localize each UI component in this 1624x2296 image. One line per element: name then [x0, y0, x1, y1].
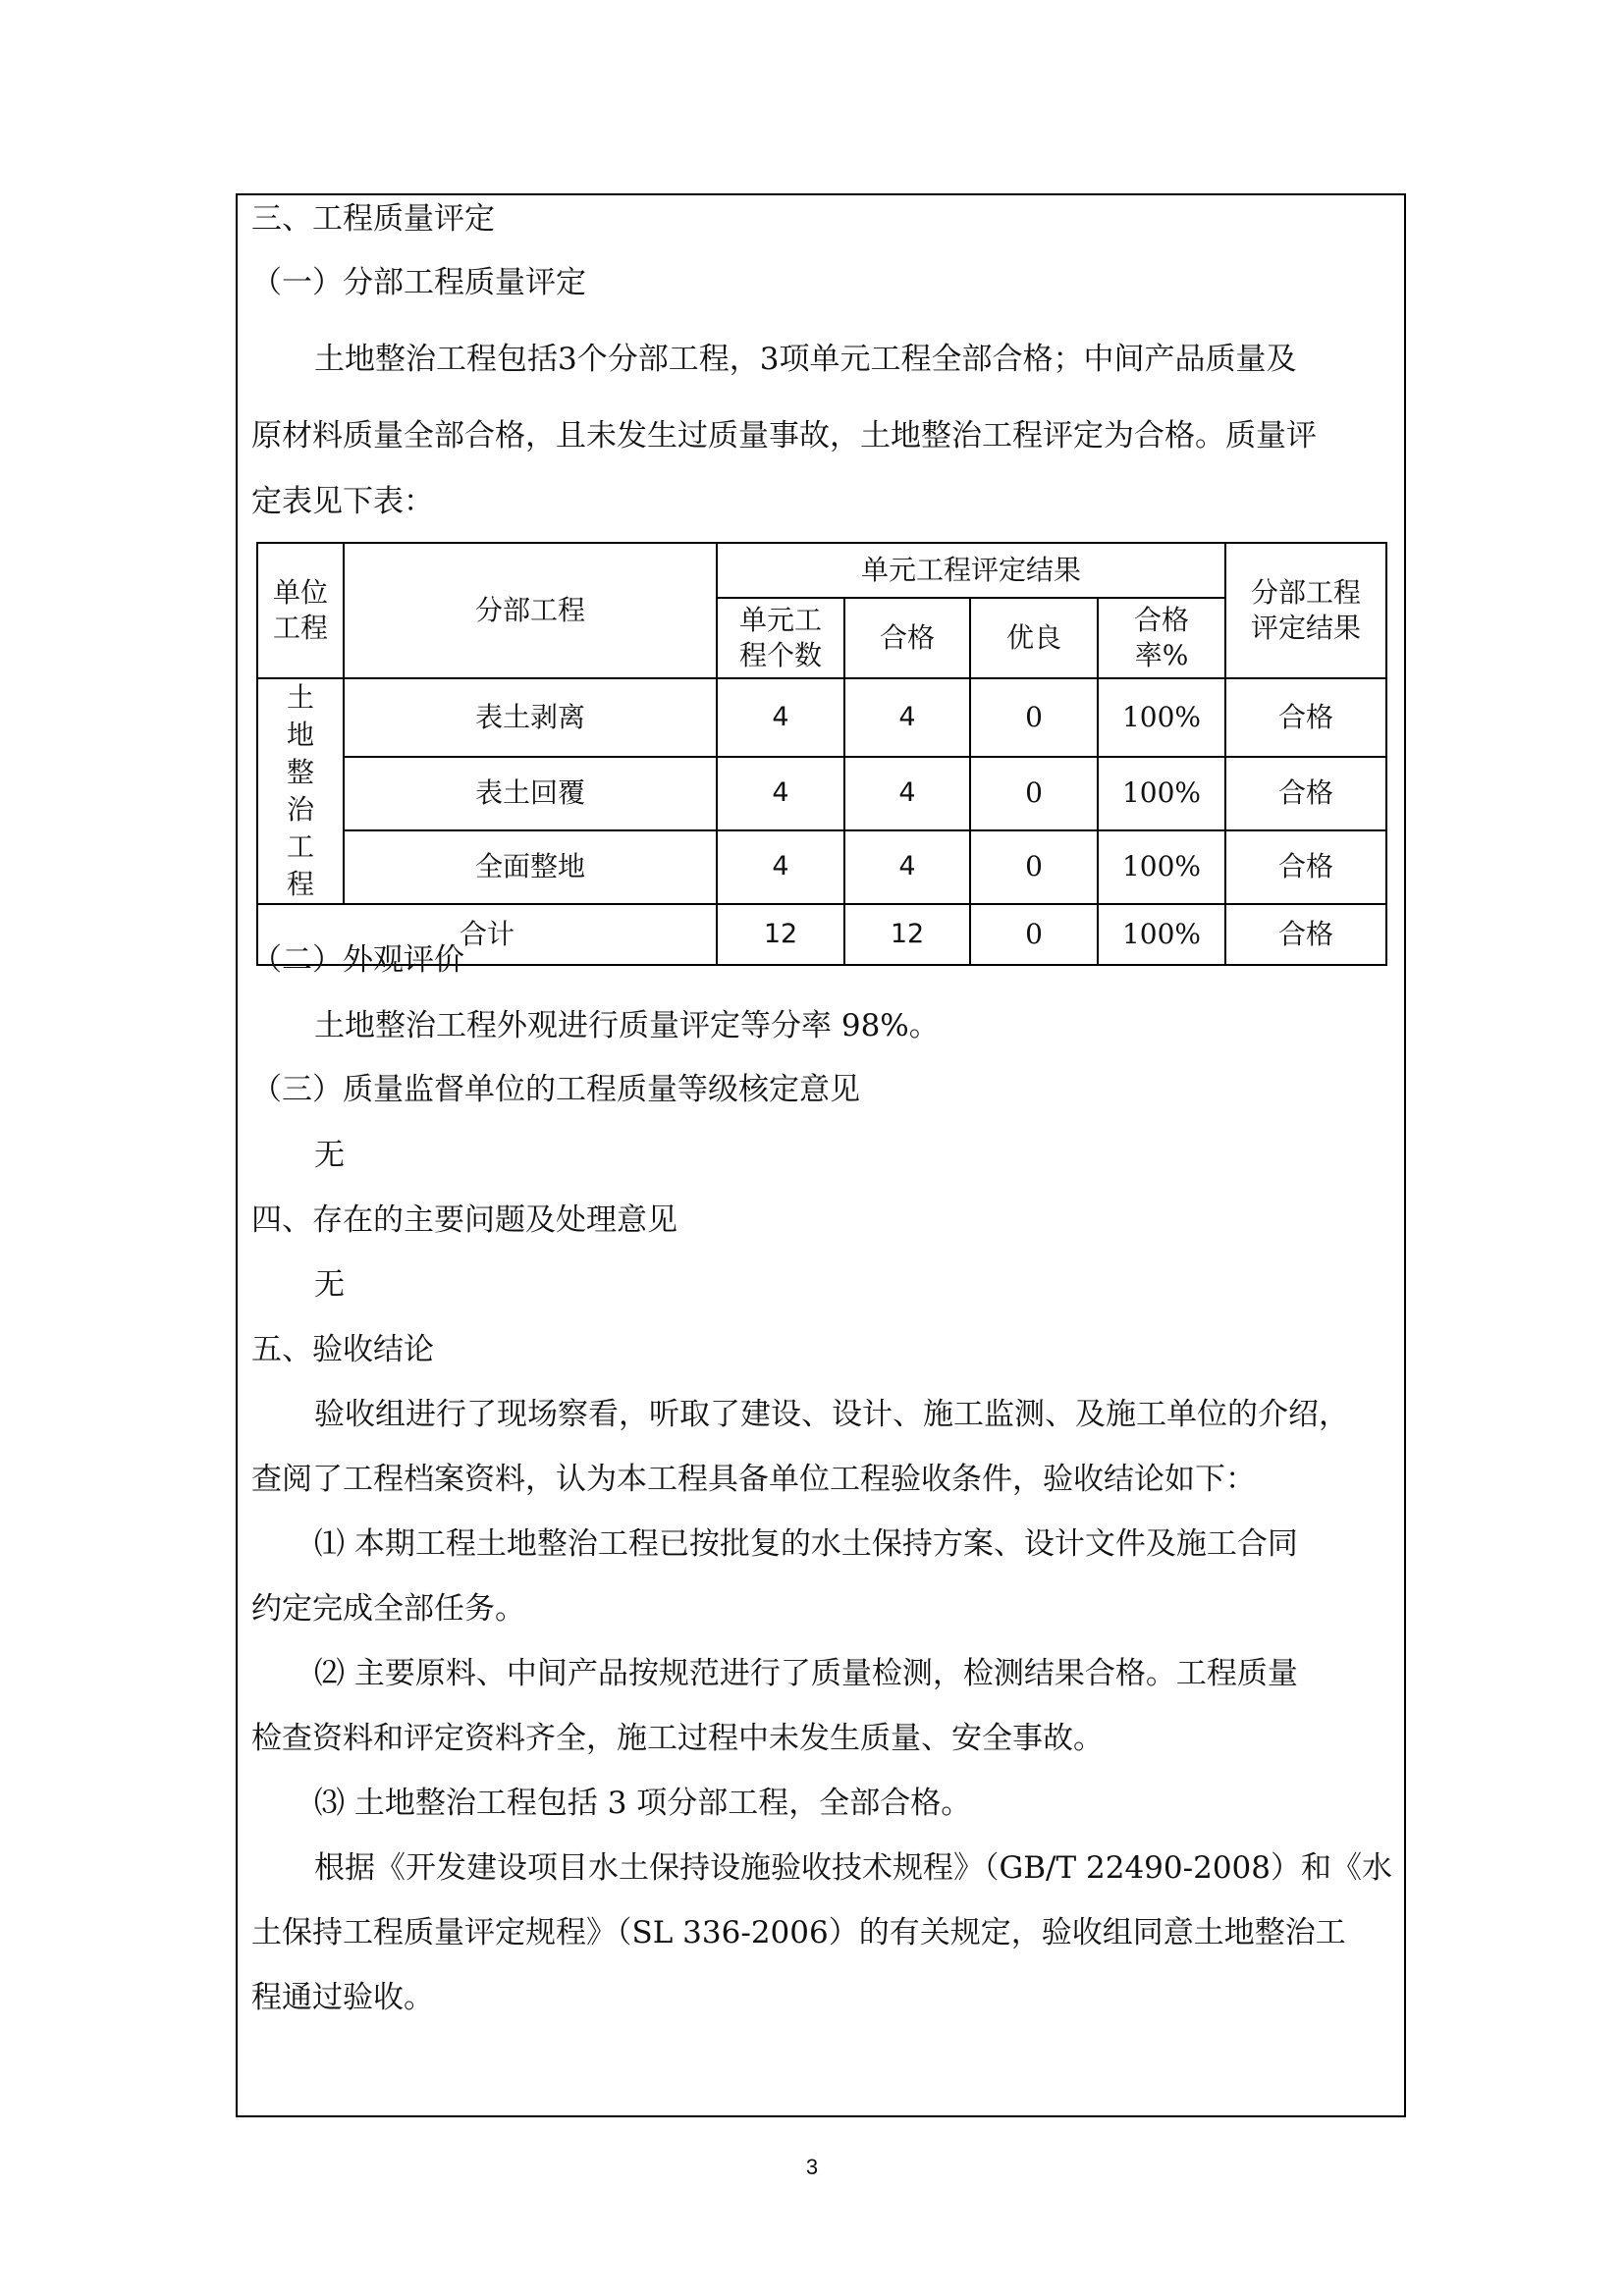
conclusion-line-1: 根据《开发建设项目水土保持设施验收技术规程》（GB/T 22490-2008）和《水: [314, 1850, 1392, 1886]
header-rate: 合格率%: [1098, 598, 1225, 678]
item2-line-2: 检查资料和评定资料齐全，施工过程中未发生质量、安全事故。: [251, 1721, 1104, 1756]
sub2-heading: （二）外观评价: [251, 942, 464, 978]
result-cell: 合格: [1225, 678, 1386, 757]
total-result-cell: 合格: [1225, 904, 1386, 965]
table-row: [257, 830, 1386, 904]
header-unit-project: 单位工程: [257, 543, 344, 678]
table-row: [257, 678, 1386, 757]
item1-line-2: 约定完成全部任务。: [251, 1591, 525, 1627]
excellent-cell: 0: [970, 757, 1098, 830]
sub1-para-line-1: 土地整治工程包括3个分部工程，3项单元工程全部合格；中间产品质量及: [314, 342, 1297, 377]
section5-intro-line-1: 验收组进行了现场察看，听取了建设、设计、施工监测、及施工单位的介绍，: [314, 1397, 1349, 1432]
result-cell: 合格: [1225, 757, 1386, 830]
section5-heading: 五、验收结论: [251, 1332, 434, 1367]
division-cell: 全面整地: [344, 830, 717, 904]
qualified-cell: 4: [844, 757, 970, 830]
rate-cell: 100%: [1098, 830, 1225, 904]
excellent-cell: 0: [970, 678, 1098, 757]
total-rate-cell: 100%: [1098, 904, 1225, 965]
sub3-text: 无: [314, 1138, 345, 1173]
sub1-para-line-2: 原材料质量全部合格，且未发生过质量事故，土地整治工程评定为合格。质量评: [251, 418, 1317, 454]
table-header-row: [257, 543, 1386, 598]
header-division-result: 分部工程评定结果: [1225, 543, 1386, 678]
header-count: 单元工程个数: [717, 598, 844, 678]
sub3-heading: （三）质量监督单位的工程质量等级核定意见: [251, 1072, 860, 1107]
sub2-text: 土地整治工程外观进行质量评定等分率 98%。: [314, 1008, 940, 1043]
qualified-cell: 4: [844, 678, 970, 757]
section3-heading: 三、工程质量评定: [251, 201, 495, 237]
item1-line-1: ⑴ 本期工程土地整治工程已按批复的水土保持方案、设计文件及施工合同: [314, 1526, 1298, 1562]
total-count-cell: 12: [717, 904, 844, 965]
item3-line: ⑶ 土地整治工程包括 3 项分部工程，全部合格。: [314, 1786, 972, 1821]
total-excellent-cell: 0: [970, 904, 1098, 965]
qualified-cell: 4: [844, 830, 970, 904]
header-unit-result-group: 单元工程评定结果: [717, 543, 1225, 598]
count-cell: 4: [717, 757, 844, 830]
division-cell: 表土剥离: [344, 678, 717, 757]
header-division: 分部工程: [344, 543, 717, 678]
quality-table: [256, 542, 1387, 966]
count-cell: 4: [717, 830, 844, 904]
section4-text: 无: [314, 1267, 345, 1303]
division-cell: 表土回覆: [344, 757, 717, 830]
page-number: 3: [805, 2155, 819, 2179]
section4-heading: 四、存在的主要问题及处理意见: [251, 1202, 677, 1238]
count-cell: 4: [717, 678, 844, 757]
header-qualified: 合格: [844, 598, 970, 678]
sub1-para-line-3: 定表见下表：: [251, 484, 434, 519]
conclusion-line-2: 土保持工程质量评定规程》（SL 336-2006）的有关规定，验收组同意土地整治工: [251, 1915, 1346, 1950]
rate-cell: 100%: [1098, 757, 1225, 830]
header-excellent: 优良: [970, 598, 1098, 678]
table-row: [257, 757, 1386, 830]
unit-name-cell: 土地整治工程: [257, 678, 344, 904]
total-label-cell: 合计: [257, 904, 717, 965]
item2-line-1: ⑵ 主要原料、中间产品按规范进行了质量检测，检测结果合格。工程质量: [314, 1656, 1298, 1691]
section5-intro-line-2: 查阅了工程档案资料，认为本工程具备单位工程验收条件，验收结论如下：: [251, 1462, 1256, 1497]
result-cell: 合格: [1225, 830, 1386, 904]
total-qualified-cell: 12: [844, 904, 970, 965]
sub1-heading: （一）分部工程质量评定: [251, 265, 586, 300]
excellent-cell: 0: [970, 830, 1098, 904]
conclusion-line-3: 程通过验收。: [251, 1980, 434, 2015]
rate-cell: 100%: [1098, 678, 1225, 757]
